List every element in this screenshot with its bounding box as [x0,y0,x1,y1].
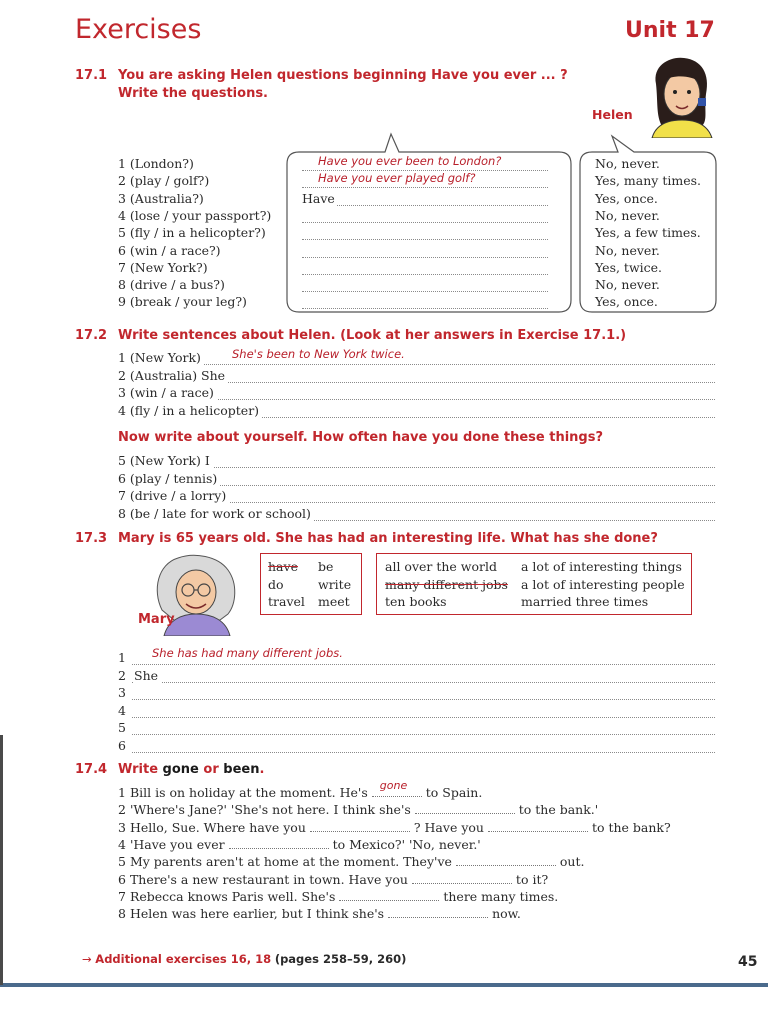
mary-label: Mary [138,612,175,627]
row-number: 6 [118,871,126,887]
footer-pages: (pages 258–59, 260) [274,952,407,966]
answer-line[interactable] [132,752,715,753]
answer-line[interactable] [132,734,715,735]
exercise-subtitle: Now write about yourself. How often have you done these things? [118,430,604,445]
row-number: 3 [118,685,129,700]
sentence-part: to Spain. [425,785,483,800]
fill-in-sentence [118,888,558,904]
fill-in-sentence [118,871,548,887]
sentence-part: Rebecca knows Paris well. She's [129,888,336,904]
row-number: 1 [118,650,129,665]
row-number: 8 [118,906,126,922]
verb-option: travel [268,594,305,609]
fill-in-sentence [118,836,481,852]
blank-field[interactable] [310,819,410,832]
question-prompt: 1 (London?) [118,156,194,171]
exercise-number: 17.1 [75,68,108,83]
handwritten-answer: gone [379,779,408,792]
title-part: or [198,762,224,777]
row-number: 2 [118,802,126,818]
sentence-prompt: 8 (be / late for work or school) [118,506,314,521]
fill-in-sentence [118,779,483,800]
handwritten-answer: Have you ever played golf? [318,171,476,186]
answer-line[interactable] [132,664,715,665]
blank-field[interactable] [412,871,512,884]
exercise-title [118,762,264,777]
answer-line[interactable] [132,699,715,700]
footer-reference [82,952,406,966]
helen-illustration [642,54,718,138]
helen-reply: No, never. [595,207,660,223]
sentence-part: 'Where's Jane?' 'She's not here. I think she's [129,802,411,818]
verb-option: be [318,559,334,574]
sentence-part: Bill is on holiday at the moment. He's [129,785,368,800]
exercise-number: 17.2 [75,328,108,343]
sentence-prompt: 2 (Australia) She [118,368,228,383]
sentence-part: there many times. [443,888,559,904]
question-prompt: 9 (break / your leg?) [118,294,247,310]
sentence-part: ? Have you [413,819,484,835]
additional-exercises-link[interactable]: Additional exercises 16, 18 [95,952,272,966]
exercise-number: 17.4 [75,762,108,777]
question-prompt: 4 (lose / your passport?) [118,207,272,223]
sentence-part: to the bank.' [518,802,599,818]
handwritten-answer: She has had many different jobs. [152,646,343,660]
blank-field[interactable] [388,905,488,918]
phrase-option: a lot of interesting people [521,576,685,592]
exercise-title: You are asking Helen questions beginning Have you ever ... ? [118,68,568,83]
verb-option: have [268,559,298,574]
arrow-icon: → [82,952,92,966]
exercise-title: Write sentences about Helen. (Look at her answers in Exercise 17.1.) [118,328,627,343]
sentence-part: to Mexico?' 'No, never.' [332,836,481,852]
left-edge-rule [0,735,3,985]
title-part: . [259,762,265,777]
unit-label: Unit 17 [625,18,715,43]
verb-option: do [268,576,284,592]
row-number: 5 [118,720,129,735]
answer-line[interactable] [302,274,548,275]
sentence-part: to it? [515,871,549,887]
sentence-prompt: 3 (win / a race) [118,385,217,400]
sentence-prompt: 1 (New York) [118,350,204,365]
fill-in-sentence [118,853,584,869]
sentence-part: Hello, Sue. Where have you [129,819,306,835]
blank-field[interactable] [229,836,329,849]
question-prompt: 3 (Australia?) [118,190,204,206]
page-number: 45 [738,954,758,970]
row-number: 4 [118,703,129,718]
answer-line[interactable] [302,257,548,258]
sentence-part: out. [559,854,585,870]
helen-label: Helen [592,107,633,122]
handwritten-answer: Have you ever been to London? [318,154,502,168]
answer-line[interactable] [132,682,715,683]
question-prompt: 2 (play / golf?) [118,173,210,189]
helen-reply: Yes, twice. [595,259,663,275]
row-number: 5 [118,854,126,870]
title-word-gone: gone [162,762,199,777]
question-prompt: 8 (drive / a bus?) [118,277,225,293]
page-title: Exercises [75,14,202,45]
row-number: 1 [118,785,126,800]
answer-line[interactable] [302,205,548,206]
phrase-option: a lot of interesting things [521,559,682,574]
sentence-prompt: 6 (play / tennis) [118,471,220,486]
helen-reply: No, never. [595,156,660,171]
question-prompt: 5 (fly / in a helicopter?) [118,225,266,241]
helen-reply: No, never. [595,242,660,258]
sentence-prompt: 7 (drive / a lorry) [118,488,229,503]
row-number: 2 [118,668,129,683]
sentence-prompt: 4 (fly / in a helicopter) [118,403,262,418]
sentence-part: There's a new restaurant in town. Have you [129,871,408,887]
blank-field[interactable] [415,801,515,814]
title-part: Write [118,762,163,777]
blank-field[interactable] [456,853,556,866]
sentence-start: She [134,668,161,683]
helen-reply: Yes, once. [595,190,658,206]
answer-line[interactable] [120,364,715,365]
row-number: 4 [118,836,126,852]
handwritten-answer: She's been to New York twice. [232,347,405,361]
phrase-option: ten books [385,594,447,609]
helen-reply: No, never. [595,277,660,293]
sentence-part: 'Have you ever [129,836,225,852]
exercise-title: Mary is 65 years old. She has had an interesting life. What has she done? [118,531,658,546]
verb-option: write [318,576,352,592]
phrase-option: married three times [521,594,649,609]
exercise-subtitle: Write the questions. [118,86,268,101]
blank-field[interactable] [488,819,588,832]
answer-line[interactable] [132,717,715,718]
answer-line[interactable] [302,222,548,223]
answer-line[interactable] [302,239,548,240]
sentence-part: My parents aren't at home at the moment. They've [129,854,452,870]
blank-field[interactable] [372,779,422,797]
row-number: 7 [118,888,126,904]
row-number: 6 [118,738,129,753]
sentence-part: Helen was here earlier, but I think she's [129,906,385,922]
answer-line[interactable] [302,308,548,309]
phrase-option: many different jobs [385,576,508,592]
sentence-part: now. [492,906,521,922]
sentence-part: to the bank? [591,819,671,835]
fill-in-sentence [118,905,521,921]
helen-reply: Yes, a few times. [595,225,701,241]
title-word-been: been [223,762,260,777]
bottom-rule [0,983,768,987]
answer-line[interactable] [302,187,548,188]
helen-reply: Yes, many times. [595,173,701,189]
sentence-prompt: 5 (New York) I [118,453,213,468]
question-prompt: 6 (win / a race?) [118,242,221,258]
blank-field[interactable] [339,888,439,901]
question-prompt: 7 (New York?) [118,259,208,275]
fill-in-sentence [118,801,598,817]
answer-line[interactable] [302,291,548,292]
exercise-number: 17.3 [75,531,108,546]
row-number: 3 [118,819,126,835]
fill-in-sentence [118,819,671,835]
phrase-option: all over the world [385,559,497,574]
verb-option: meet [318,594,350,609]
helen-reply: Yes, once. [595,294,658,310]
answer-start: Have [302,190,335,206]
